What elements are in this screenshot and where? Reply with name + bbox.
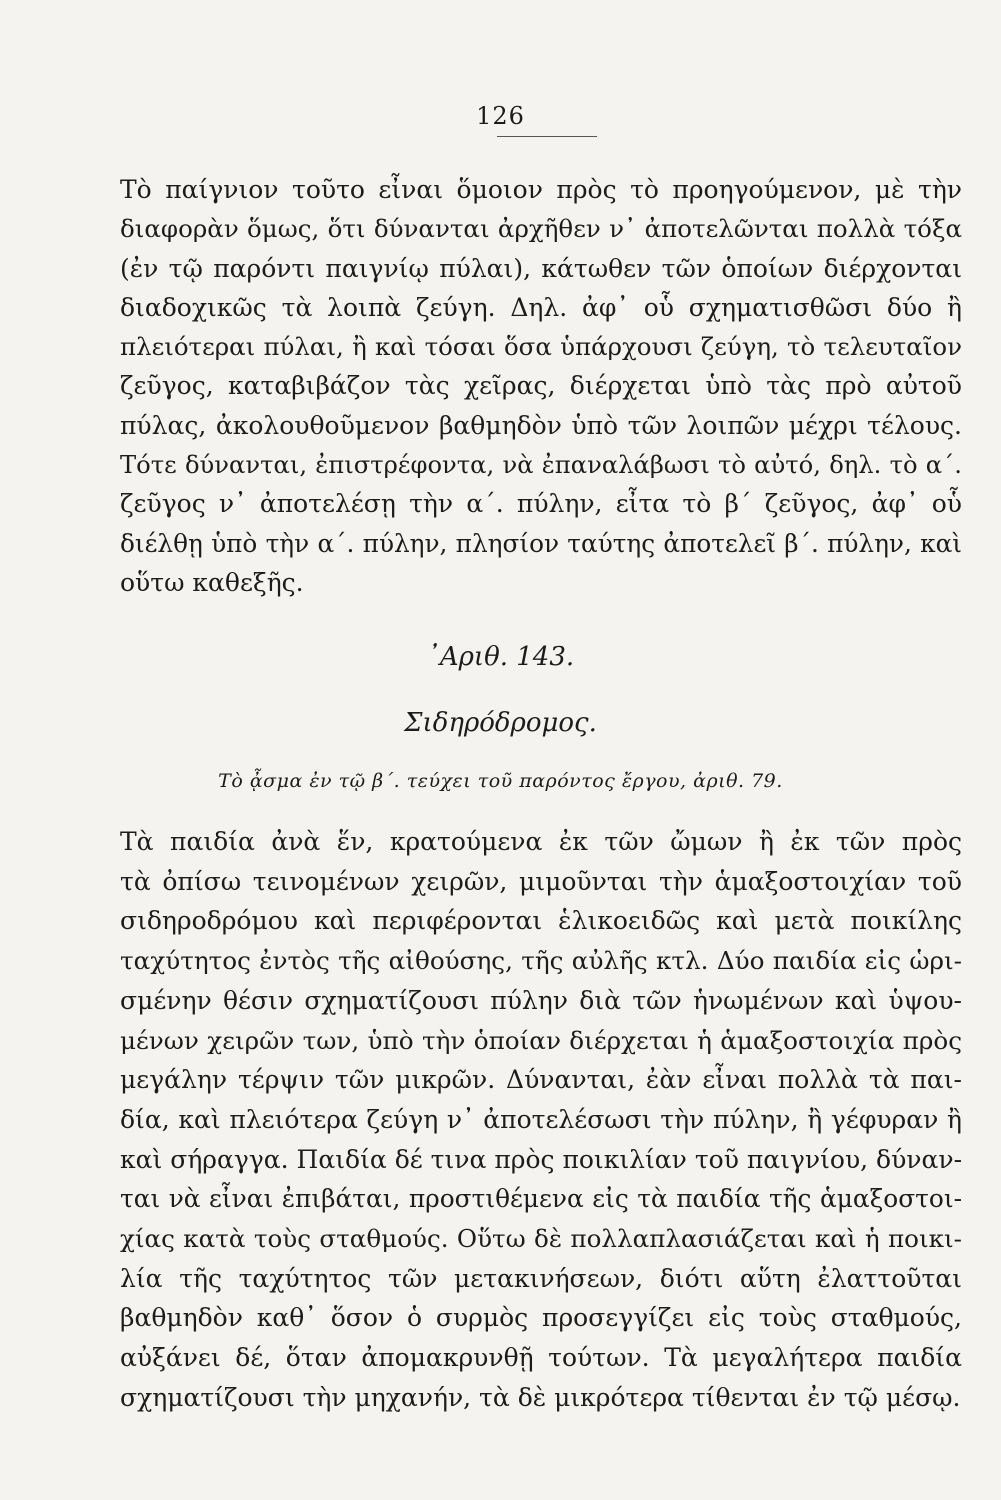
text-line: Τὰ παιδία ἀνὰ ἕν, κρατούμενα ἐκ τῶν ὤμων ἢ ἐκ τῶν πρὸς (120, 827, 962, 856)
text-line: σμένην θέσιν σχηματίζουσι πύλην διὰ τῶν ἡνωμένων καὶ ὑψου- (120, 985, 962, 1015)
text-line: ζεῦγος, καταβιβάζον τὰς χεῖρας, διέρχεται ὑπὸ τὰς πρὸ αὐτοῦ (120, 371, 962, 401)
page-number-rule (497, 136, 597, 137)
text-line: διαφορὰν ὅμως, ὅτι δύνανται ἀρχῆθεν ν᾽ ἀποτελῶνται πολλὰ τόξα (120, 214, 962, 244)
text-line: ται νὰ εἶναι ἐπιβάται, προστιθέμενα εἰς τὰ παιδία τῆς ἁμαξοστοι- (120, 1184, 962, 1214)
text-line: σχηματίζουσι τὴν μηχανήν, τὰ δὲ μικρότερα τίθενται ἐν τῷ μέσῳ. (120, 1382, 961, 1412)
text-line: πλειότεραι πύλαι, ἢ καὶ τόσαι ὅσα ὑπάρχουσι ζεύγη, τὸ τελευταῖον (120, 332, 962, 362)
text-line: Τὸ παίγνιον τοῦτο εἶναι ὅμοιον πρὸς τὸ προηγούμενον, μὲ τὴν (120, 175, 962, 204)
section-title: Σιδηρόδρομος. (404, 708, 597, 738)
text-line: σιδηροδρόμου καὶ περιφέρονται ἑλικοειδῶς καὶ μετὰ ποικίλης (120, 906, 962, 936)
text-line: καὶ σήραγγα. Παιδία δέ τινα πρὸς ποικιλίαν τοῦ παιγνίου, δύναν- (120, 1144, 963, 1174)
text-line: χίας κατὰ τοὺς σταθμούς. Οὕτω δὲ πολλαπλασιάζεται καὶ ἡ ποικι- (120, 1224, 962, 1254)
text-line: λία τῆς ταχύτητος τῶν μετακινήσεων, διότι αὕτη ἐλαττοῦται (120, 1263, 962, 1293)
page-number: 126 (476, 102, 525, 130)
text-line: (ἐν τῷ παρόντι παιγνίῳ πύλαι), κάτωθεν τῶν ὁποίων διέρχονται (120, 253, 962, 283)
text-line: Τότε δύνανται, ἐπιστρέφοντα, νὰ ἐπαναλάβωσι τὸ αὐτό, δηλ. τὸ α΄. (120, 450, 962, 480)
text-line: δία, καὶ πλειότερα ζεύγη ν᾽ ἀποτελέσωσι τὴν πύλην, ἢ γέφυραν ἢ (120, 1104, 962, 1134)
song-reference: Τὸ ᾆσμα ἐν τῷ β΄. τεύχει τοῦ παρόντος ἔργου, ἀριθ. 79. (218, 770, 783, 792)
text-line: πύλας, ἀκολουθοῦμενον βαθμηδὸν ὑπὸ τῶν λοιπῶν μέχρι τέλους. (120, 410, 962, 440)
text-line: μένων χειρῶν των, ὑπὸ τὴν ὁποίαν διέρχεται ἡ ἁμαξοστοιχία πρὸς (120, 1025, 962, 1055)
text-line: διέλθῃ ὑπὸ τὴν α΄. πύλην, πλησίον ταύτης ἀποτελεῖ β΄. πύλην, καὶ (120, 528, 962, 558)
text-line: οὕτω καθεξῆς. (120, 567, 304, 597)
section-number: ᾽Αριθ. 143. (426, 642, 575, 672)
text-line: μεγάλην τέρψιν τῶν μικρῶν. Δύνανται, ἐὰν εἶναι πολλὰ τὰ παι- (120, 1065, 962, 1095)
text-line: τὰ ὀπίσω τεινομένων χειρῶν, μιμοῦνται τὴν ἁμαξοστοιχίαν τοῦ (120, 866, 962, 896)
text-line: ταχύτητος ἐντὸς τῆς αἰθούσης, τῆς αὐλῆς κτλ. Δύο παιδία εἰς ὡρι- (120, 946, 962, 976)
paragraph-2 (120, 822, 962, 1418)
text-line: διαδοχικῶς τὰ λοιπὰ ζεύγη. Δηλ. ἀφ᾽ οὗ σχηματισθῶσι δύο ἢ (120, 292, 962, 322)
text-line: βαθμηδὸν καθ᾽ ὅσον ὁ συρμὸς προσεγγίζει εἰς τοὺς σταθμούς, (120, 1303, 962, 1333)
paragraph-1 (120, 170, 962, 602)
text-line: αὐξάνει δέ, ὅταν ἀπομακρυνθῇ τούτων. Τὰ μεγαλήτερα παιδία (120, 1343, 962, 1373)
text-line: ζεῦγος ν᾽ ἀποτελέσῃ τὴν α΄. πύλην, εἶτα τὸ β΄ ζεῦγος, ἀφ᾽ οὗ (120, 489, 962, 519)
